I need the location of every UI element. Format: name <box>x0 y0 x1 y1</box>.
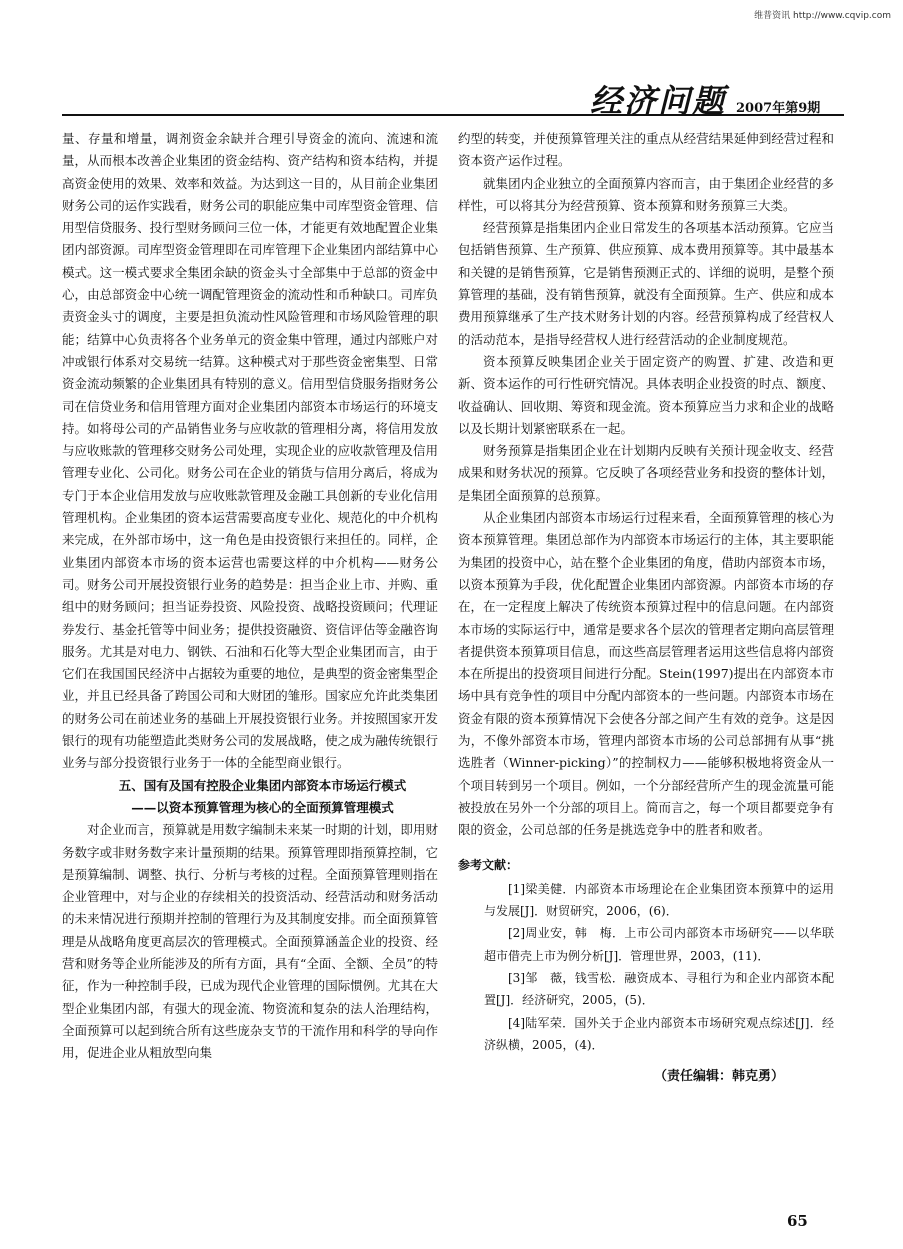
paragraph: 约型的转变，并使预算管理关注的重点从经营结果延伸到经营过程和资本资产运作过程。 <box>458 131 834 169</box>
paragraph: 量、存量和增量，调剂资金余缺并合理引导资金的流向、流速和流量，从而根本改善企业集团的资金结构、资产结构和资本结构，并提高资金使用的效果、效率和效益。为达到这一目的，从目前企业集团财务公司的运作实践看，财务公司的职能应集中司库型资金管理、信用型信贷服务、投行型财务顾问三位一体，才能更有效地配置企业集团内部资源。司库型资金管理即在司库管理下企业集团内部结算中心模式。这一模式要求全集团余缺的资金头寸全部集中于总部的资金中心，由总部资金中心统一调配管理资金的流动性和币种缺口。司库负责资金头寸的调度，主要是担负流动性风险管理和市场风险管理的职能；结算中心负责将各个业务单元的资金集中管理，通过内部账户对冲或银行体系对交易统一结算。这种模式对于那些资金密集型、日常资金流动频繁的企业集团具有特别的意义。信用型信贷服务指财务公司在信贷业务和信用管理方面对企业集团内部资本市场运行的环境支持。如将母公司的产品销售业务与应收款的管理相分离，将信用发放与应收账款的管理移交财务公司处理，实现企业的应收款管理及信用管理专业化、公司化。财务公司在企业的销货与信用分离后，将成为专门于本企业信用发放与应收账款管理及金融工具创新的专业化信用管理机构。企业集团的资本运营需要高度专业化、规范化的中介机构来完成，在外部市场中，这一角色是由投资银行来担任的。同样，企业集团内部资本市场的资本运营也需要这样的中介机构——财务公司。财务公司开展投资银行业务的趋势是：担当企业上市、并购、重组中的财务顾问；担当证券投资、风险投资、战略投资顾问；代理证券发行、基金托管等中间业务；提供投资融资、资信评估等金融咨询服务。尤其是对电力、钢铁、石油和石化等大型企业集团而言，由于它们在我国国民经济中占据较为重要的地位，是典型的资金密集型企业，并且已经具备了跨国公司和大财团的雏形。国家应允许此类集团的财务公司在前述业务的基础上开展投资银行业务。并按照国家开发银行的现有功能塑造此类财务公司的发展战略，使之成为融传统银行业务与部分投资银行业务于一体的全能型商业银行。 <box>62 131 438 771</box>
responsible-editor: （责任编辑：韩克勇） <box>653 1069 784 1085</box>
right-column <box>458 128 834 1088</box>
page-number: 65 <box>787 1212 808 1230</box>
section-subtitle: ——以资本预算管理为核心的全面预算管理模式 <box>131 799 394 815</box>
issue-number: 2007年第9期 <box>736 101 821 116</box>
watermark: 维普资讯 http://www.cqvip.com <box>754 11 891 21</box>
paragraph: 就集团内企业独立的全面预算内容而言，由于集团企业经营的多样性，可以将其分为经营预算、资本预算和财务预算三大类。 <box>458 175 834 213</box>
journal-name: 经济问题 <box>590 82 727 120</box>
paragraph: 从企业集团内部资本市场运行过程来看，全面预算管理的核心为资本预算管理。集团总部作为内部资本市场运行的主体，其主要职能为集团的投资中心，站在整个企业集团的角度，借助内部资本市场，以资本预算为手段，优化配置企业集团内部资源。内部资本市场的存在，在一定程度上解决了传统资本预算过程中的信息问题。在内部资本市场的实际运行中，通常是要求各个层次的管理者定期向高层管理者提供资本预算项目信息，而这些高层管理者运用这些信息将内部资本在所提出的投资项目间进行分配。Stein(1997)提出在内部资本市场中具有竞争性的项目中分配内部资本的一些问题。内部资本市场在资金有限的资本预算情况下会使各分部之间产生有效的竞争。这是因为，不像外部资本市场，管理内部资本市场的公司总部拥有从事“挑选胜者（Winner-picking）”的控制权力——能够积极地将资金从一个项目转到另一个项目。例如，一个分部经营所产生的现金流量可能被投放在另外一个分部的项目上。简而言之，每一个项目都要竞争有限的资金，公司总部的任务是挑选竞争中的胜者和败者。 <box>458 510 834 838</box>
reference-item: [2]周业安，韩 梅．上市公司内部资本市场研究——以华联超市借壳上市为例分析[J]．管理世界，2003，(11)． <box>484 926 834 963</box>
header-rule <box>62 114 844 116</box>
paragraph: 财务预算是指集团企业在计划期内反映有关预计现金收支、经营成果和财务状况的预算。它反映了各项经营业务和投资的整体计划，是集团全面预算的总预算。 <box>458 443 834 503</box>
paragraph: 经营预算是指集团内企业日常发生的各项基本活动预算。它应当包括销售预算、生产预算、供应预算、成本费用预算等。其中最基本和关键的是销售预算，它是销售预测正式的、详细的说明，是整个预算管理的基础，没有销售预算，就没有全面预算。生产、供应和成本费用预算继承了生产技术财务计划的内容。经营预算构成了经营权人的活动范本，是指导经营权人进行经营活动的企业制度规范。 <box>458 220 834 347</box>
paragraph: 资本预算反映集团企业关于固定资产的购置、扩建、改造和更新、资本运作的可行性研究情况。具体表明企业投资的时点、额度、收益确认、回收期、筹资和现金流。资本预算应当力求和企业的战略以及长期计划紧密联系在一起。 <box>458 353 834 436</box>
section-title: 五、国有及国有控股企业集团内部资本市场运行模式 <box>118 777 407 793</box>
left-column <box>62 128 438 1064</box>
reference-item: [3]邹 薇，钱雪松．融资成本、寻租行为和企业内部资本配置[J]．经济研究，2005，(5)． <box>484 970 834 1008</box>
reference-item: [1]梁美健．内部资本市场理论在企业集团资本预算中的运用与发展[J]．财贸研究，2006，(6)． <box>484 881 834 919</box>
reference-item: [4]陆军荣．国外关于企业内部资本市场研究观点综述[J]．经济纵横，2005，(4)． <box>484 1015 834 1052</box>
paragraph: 对企业而言，预算就是用数字编制未来某一时期的计划，即用财务数字或非财务数字来计量预期的结果。预算管理即指预算控制，它是预算编制、调整、执行、分析与考核的过程。全面预算管理则指在企业管理中，对与企业的存续相关的投资活动、经营活动和财务活动的未来情况进行预期并控制的管理行为及其制度安排。而全面预算管理是从战略角度更高层次的管理模式。全面预算涵盖企业的投资、经营和财务等企业所能涉及的所有方面，具有“全面、全额、全员”的特征，作为一种控制手段，已成为现代企业管理的国际惯例。尤其在大型企业集团内部，有强大的现金流、物资流和复杂的法人治理结构，全面预算可以起到统合所有这些庞杂支节的干流作用和科学的导向作用，促进企业从粗放型向集 <box>62 822 438 1061</box>
references-title: 参考文献： <box>458 857 519 872</box>
